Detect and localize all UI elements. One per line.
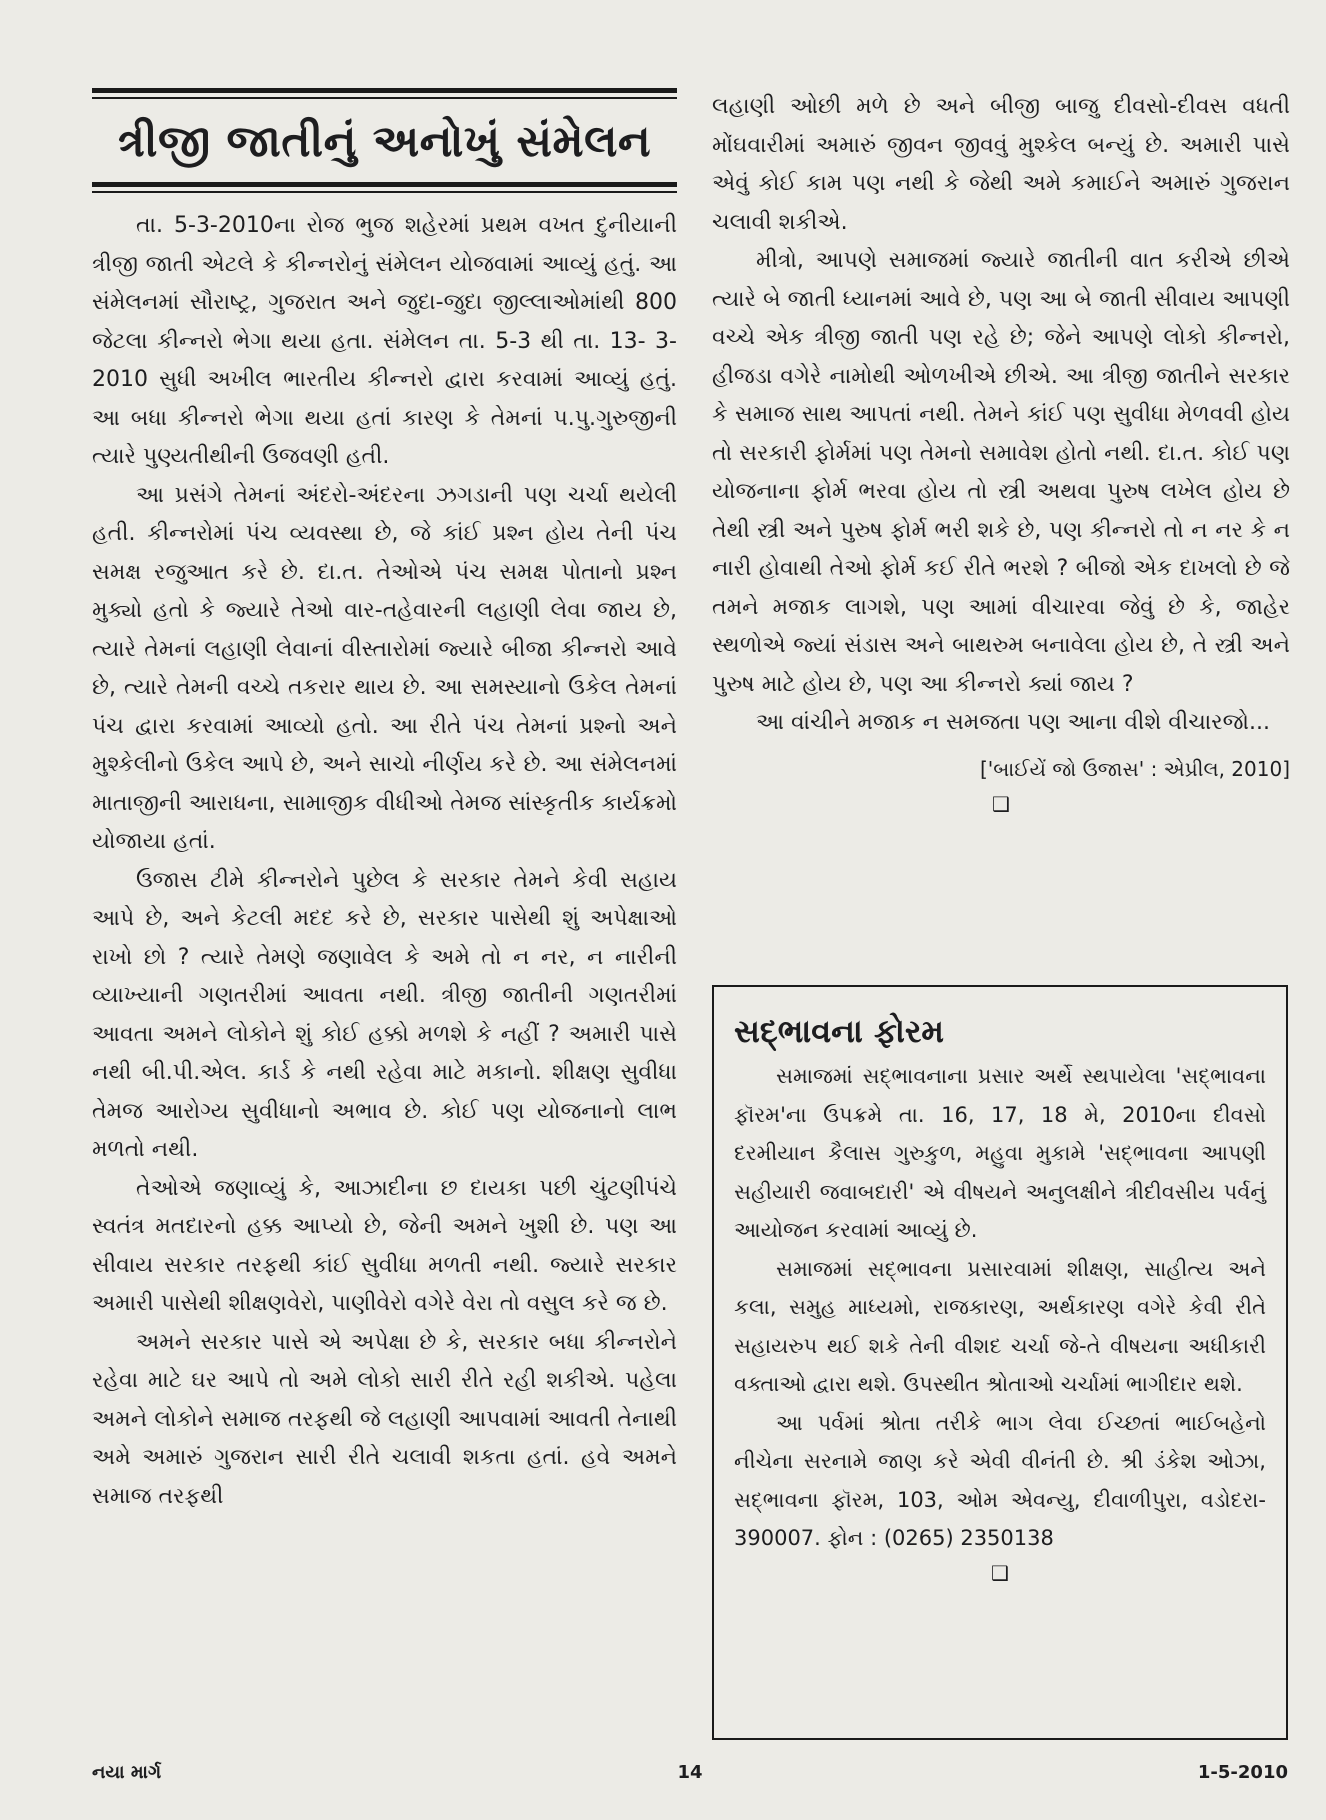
article-continuation: લહાણી ઓછી મળે છે અને બીજી બાજુ દીવસો-દીવસ વધતી મોંઘવારીમાં અમારું જીવન જીવવું મુશ્કેલ બન્યું છે. અમારી પાસે એવું કોઈ કામ પણ નથી કે જેથી અમે કમાઈને અમારું ગુજરાન ચલાવી શકીએ.	[712, 94, 1290, 235]
publication-name: નયા માર્ગ	[92, 1762, 162, 1783]
article-paragraph: મીત્રો, આપણે સમાજમાં જ્યારે જાતીની વાત કરીએ છીએ ત્યારે બે જાતી ધ્યાનમાં આવે છે, પણ આ બે જાતી સીવાય આપણી વચ્ચે એક ત્રીજી જાતી પણ રહે છે; જેને આપણે લોકો કીન્નરો, હીજડા વગેરે નામોથી ઓળખીએ છીએ. આ ત્રીજી જાતીને સરકાર કે સમાજ સાથ આપતાં નથી. તેમને કાંઈ પણ સુવીધા મેળવવી હોય તો સરકારી ફોર્મમાં પણ તેમનો સમાવેશ હોતો નથી. દા.ત. કોઈ પણ યોજનાના ફોર્મ ભરવા હોય તો સ્ત્રી અથવા પુરુષ લખેલ હોય છે તેથી સ્ત્રી અને પુરુષ ફોર્મ ભરી શકે છે, પણ કીન્નરો તો ન નર કે ન નારી હોવાથી તેઓ ફોર્મ કઈ રીતે ભરશે ? બીજો એક દાખલો છે જે તમને મજાક લાગશે, પણ આમાં વીચારવા જેવું છે કે, જાહેર સ્થળોએ જ્યાં સંડાસ અને બાથરુમ બનાવેલા હોય છે, તે સ્ત્રી અને પુરુષ માટે હોય છે, પણ આ કીન્નરો ક્યાં જાય ?	[712, 248, 1290, 697]
article-paragraph: તા. 5-3-2010ના રોજ ભુજ શહેરમાં પ્રથમ વખત દુનીયાની ત્રીજી જાતી એટલે કે કીન્નરોનું સંમેલન યોજવામાં આવ્યું હતું. આ સંમેલનમાં સૌરાષ્ટ્ર, ગુજરાત અને જુદા-જુદા જીલ્લાઓમાંથી 800 જેટલા કીન્નરો ભેગા થયા હતા. સંમેલન તા. 5-3 થી તા. 13- 3-2010 સુધી અખીલ ભારતીય કીન્નરો દ્વારા કરવામાં આવ્યું હતું. આ બધા કીન્નરો ભેગા થયા હતાં કારણ કે તેમનાં પ.પુ.ગુરુજીની ત્યારે પુણ્યતીથીની ઉજવણી હતી.	[92, 213, 677, 470]
title-rule-top	[92, 88, 677, 93]
title-rule-top-thin	[92, 97, 677, 99]
article-left-column	[92, 88, 677, 1516]
forum-notice-box	[712, 985, 1288, 1740]
article-paragraph: આ પ્રસંગે તેમનાં અંદરો-અંદરના ઝગડાની પણ ચર્ચા થયેલી હતી. કીન્નરોમાં પંચ વ્યવસ્થા છે, જે કાંઈ પ્રશ્ન હોય તેની પંચ સમક્ષ રજુઆત કરે છે. દા.ત. તેઓએ પંચ સમક્ષ પોતાનો પ્રશ્ન મુક્યો હતો કે જ્યારે તેઓ વાર-તહેવારની લહાણી લેવા જાય છે, ત્યારે તેમનાં લહાણી લેવાનાં વીસ્તારોમાં જ્યારે બીજા કીન્નરો આવે છે, ત્યારે તેમની વચ્ચે તકરાર થાય છે. આ સમસ્યાનો ઉકેલ તેમનાં પંચ દ્વારા કરવામાં આવ્યો હતો. આ રીતે પંચ તેમનાં પ્રશ્નો અને મુશ્કેલીનો ઉકેલ આપે છે, અને સાચો નીર્ણય કરે છે. આ સંમેલનમાં માતાજીની આરાધના, સામાજીક વીધીઓ તેમજ સાંસ્કૃતીક કાર્યક્રમો યોજાયા હતાં.	[92, 482, 677, 855]
article-paragraph: આ વાંચીને મજાક ન સમજતા પણ આના વીશે વીચારજો...	[756, 710, 1270, 735]
forum-end-mark: ❑	[991, 1560, 1009, 1585]
page-number: 14	[677, 1762, 703, 1783]
article-right-column	[712, 88, 1290, 819]
article-title: ત્રીજી જાતીનું અનોખું સંમેલન	[117, 116, 652, 167]
article-paragraph: તેઓએ જણાવ્યું કે, આઝાદીના છ દાયકા પછી ચુંટણીપંચે સ્વતંત્ર મતદારનો હક્ક આપ્યો છે, જેની અમને ખુશી છે. પણ આ સીવાય સરકાર તરફથી કાંઈ સુવીધા મળતી નથી. જ્યારે સરકાર અમારી પાસેથી શીક્ષણવેરો, પાણીવેરો વગેરે વેરા તો વસુલ કરે જ છે.	[92, 1175, 677, 1317]
forum-paragraph: સમાજમાં સદ્ભાવના પ્રસારવામાં શીક્ષણ, સાહીત્ય અને કલા, સમુહ માધ્યમો, રાજકારણ, અર્થકારણ વગેરે કેવી રીતે સહાયરુપ થઈ શકે તેની વીશદ ચર્ચા જે-તે વીષયના અધીકારી વક્તાઓ દ્વારા થશે. ઉપસ્થીત શ્રોતાઓ ચર્ચામાં ભાગીદાર થશે.	[734, 1256, 1266, 1396]
issue-date: 1-5-2010	[1197, 1762, 1288, 1783]
forum-paragraph: સમાજમાં સદ્ભાવનાના પ્રસાર અર્થે સ્થપાયેલા 'સદ્ભાવના ફૉરમ'ના ઉપક્રમે તા. 16, 17, 18 મે, 2010ના દીવસો દરમીયાન કૈલાસ ગુરુકુળ, મહુવા મુકામે 'સદ્ભાવના આપણી સહીયારી જવાબદારી' એ વીષયને અનુલક્ષીને ત્રીદીવસીય પર્વનું આયોજન કરવામાં આવ્યું છે.	[734, 1064, 1266, 1242]
article-end-mark: ❑	[992, 791, 1010, 816]
title-rule-bottom-thin	[92, 191, 677, 193]
article-paragraph: ઉજાસ ટીમે કીન્નરોને પુછેલ કે સરકાર તેમને કેવી સહાય આપે છે, અને કેટલી મદદ કરે છે, સરકાર પાસેથી શું અપેક્ષાઓ રાખો છો ? ત્યારે તેમણે જણાવેલ કે અમે તો ન નર, ન નારીની વ્યાખ્યાની ગણતરીમાં આવતા નથી. ત્રીજી જાતીની ગણતરીમાં આવતા અમને લોકોને શું કોઈ હક્કો મળશે કે નહીં ? અમારી પાસે નથી બી.પી.એલ. કાર્ડ કે નથી રહેવા માટે મકાનો. શીક્ષણ સુવીધા તેમજ આરોગ્ય સુવીધાનો અભાવ છે. કોઈ પણ યોજનાનો લાભ મળતો નથી.	[92, 867, 677, 1163]
page-footer	[92, 1762, 1288, 1792]
forum-paragraph: આ પર્વમાં શ્રોતા તરીકે ભાગ લેવા ઈચ્છતાં ભાઈબહેનો નીચેના સરનામે જાણ કરે એવી વીનંતી છે. શ્રી ડંકેશ ઓઝા, સદ્ભાવના ફૉરમ, 103, ઓમ એવન્યુ, દીવાળીપુરા, વડોદરા- 390007. ફોન : (0265) 2350138	[734, 1410, 1266, 1550]
title-rule-bottom	[92, 182, 677, 187]
article-paragraph: અમને સરકાર પાસે એ અપેક્ષા છે કે, સરકાર બધા કીન્નરોને રહેવા માટે ઘર આપે તો અમે લોકો સારી રીતે રહી શકીએ. પહેલા અમને લોકોને સમાજ તરફથી જે લહાણી આપવામાં આવતી તેનાથી અમે અમારું ગુજરાન સારી રીતે ચલાવી શકતા હતાં. હવે અમને સમાજ તરફથી	[92, 1329, 677, 1509]
article-source-citation: ['બાઈયેં જો ઉજાસ' : એપ્રીલ, 2010]	[979, 756, 1290, 781]
forum-title: સદ્ભાવના ફોરમ	[734, 1012, 944, 1050]
